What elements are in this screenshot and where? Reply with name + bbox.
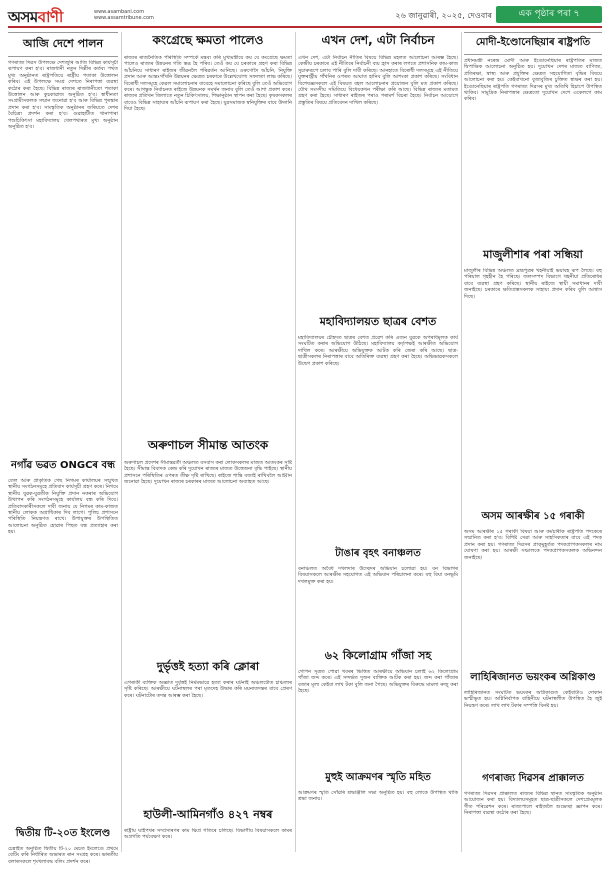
masthead-rule bbox=[8, 26, 602, 28]
article-body: লাহিৰিজানত সংঘটিত ভয়ংকৰ অগ্নিকাণ্ডত কেইবাটাও দোকান ভস্মীভূত হয়। অগ্নিনিৰ্বাপক বাহিনীয়ে ঘটনাস্থলীত উপস্থিত হৈ জুই নিয়ন্ত্ৰণ কৰে। লাখ লাখ টকাৰ সম্পত্তি বিনষ্ট হয়। bbox=[464, 690, 602, 709]
article-headline[interactable]: মাজুলীশাৰ পৰা সন্ধিয়া bbox=[483, 248, 583, 261]
article-body: ৰাজ্যৰ ৰাজনৈতিক পৰিস্থিতি সম্পৰ্কে মন্তব্য কৰি মুখ্যমন্ত্ৰীয়ে কয় যে কংগ্ৰেছে ক্ষমতা পালেও ৰাজ্যৰ উন্নয়নৰ গতি স্তব্ধ হৈ পৰিব। তেওঁ কয় যে চৰকাৰে গ্ৰহণ কৰা বিভিন্ন আঁচনিয়ে সাধাৰণ ৰাইজৰ জীৱনলৈ পৰিৱৰ্তন আনিছে। ওৰুণোদৈ আঁচনি, নিযুক্তি প্ৰদান আৰু আন্তঃগাঁথনি উন্নয়নৰ ক্ষেত্ৰত চৰকাৰে উল্লেখযোগ্য সফলতা লাভ কৰিছে। বিৰোধী দলসমূহে কেৱল সমালোচনাৰ বাবেহে সমালোচনা কৰিছে বুলি তেওঁ অভিযোগ কৰে। আগন্তুক নিৰ্বাচনত ৰাইজে উন্নয়নক সমৰ্থন জনাব বুলি তেওঁ আশা প্ৰকাশ কৰে। ৰাজ্যৰ প্ৰতিখন জিলাতে নতুন চিকিৎসালয়, শিক্ষানুষ্ঠান স্থাপন কৰা হৈছে। কৃষকসকলৰ বাবেও বিভিন্ন সাহায্যৰ আঁচনি ৰূপায়ণ কৰা হৈছে। যুৱসমাজক স্বনিযুক্তিৰ বাবে উদ্গনি দিয়া হৈছে। bbox=[124, 55, 292, 113]
article-headline[interactable]: এখন দেশ, এটা নিৰ্বাচন bbox=[321, 33, 435, 47]
article-body: চেন্নাইত অনুষ্ঠিত দ্বিতীয় টি-২০ মেচত ইংলেণ্ডে প্ৰথমে বেটিং কৰি নিৰ্ধাৰিত অভাৰত ৰান সংগ্ৰহ কৰে। ভাৰতীয় বলাৰসকলে শৃংখলাবদ্ধ বলিং প্ৰদৰ্শন কৰে। bbox=[8, 846, 118, 865]
masthead bbox=[8, 6, 602, 28]
site-link-1[interactable]: www.asambani.com bbox=[94, 9, 145, 15]
article-body: গণৰাজ্য দিৱসৰ প্ৰাক্কালত ৰাজ্যৰ বিভিন্ন স্থানত সাংস্কৃতিক অনুষ্ঠান আয়োজন কৰা হয়। বিদ্যালয়সমূহত ছাত্ৰ-ছাত্ৰীসকলে দেশপ্ৰেমমূলক গীত পৰিৱেশন কৰে। ৰাজ্যপালে ৰাইজলৈ শুভেচ্ছা জ্ঞাপন কৰে। নিৰাপত্তা ব্যৱস্থা কঠোৰ কৰা হৈছে। bbox=[464, 791, 602, 817]
article-headline[interactable]: ৬২ কিলোগ্ৰাম গাঁজা সহ bbox=[324, 649, 432, 662]
article-body: অসম আৰক্ষীৰ ১৫ গৰাকী বিষয়া আৰু কৰ্মচাৰীক ৰাষ্ট্ৰপতি পদকেৰে সন্মানিত কৰা হ'ব। বিশিষ্ট সেৱা আৰু সাহসিকতাৰ বাবে এই পদক প্ৰদান কৰা হয়। গণৰাজ্য দিৱসৰ প্ৰাক্‌মুহূৰ্তত পদকপ্ৰাপকসকলৰ নাম ঘোষণা কৰা হয়। আৰক্ষী সঞ্চালকে পদকপ্ৰাপকসকলক অভিনন্দন জনাইছে। bbox=[464, 529, 602, 561]
article bbox=[298, 32, 458, 305]
article-headline[interactable]: মুহুই আক্ৰমণৰ স্মৃতি মহিত bbox=[325, 772, 431, 783]
article bbox=[8, 32, 118, 450]
article bbox=[124, 658, 292, 800]
article bbox=[298, 546, 458, 641]
issue-date: ২৬ জানুৱাৰী, ২০২৫, দেওবাৰ bbox=[395, 11, 492, 20]
logo-suffix: বাণী bbox=[37, 8, 63, 26]
article bbox=[298, 313, 458, 540]
article bbox=[298, 647, 458, 764]
column-c bbox=[298, 32, 458, 835]
article-headline[interactable]: হাউলী-আমিনগাঁও ৪২৭ নম্বৰ bbox=[143, 808, 273, 821]
article-body: প্ৰধানমন্ত্ৰী নৰেন্দ্ৰ মোদী আৰু ইণ্ডোনেছিয়াৰ ৰাষ্ট্ৰপতিৰ মাজত দ্বিপাক্ষিক আলোচনা অনুষ্ঠিত হয়। দুয়োখন দেশৰ মাজত বাণিজ্য, প্ৰতিৰক্ষা, স্বাস্থ্য আৰু প্ৰযুক্তিৰ ক্ষেত্ৰত সহযোগিতা বৃদ্ধিৰ বিষয়ে আলোচনা কৰা হয়। কেইবাখনো বুজাবুজিৰ চুক্তিত স্বাক্ষৰ কৰা হয়। ইণ্ডোনেছিয়াৰ ৰাষ্ট্ৰপতি গণৰাজ্য দিৱসৰ মুখ্য অতিথি হিচাপে উপস্থিত থাকিব। সামুদ্ৰিক নিৰাপত্তাৰ ক্ষেত্ৰতো দুয়োখন দেশে একেলগে কাম কৰিব। bbox=[464, 58, 602, 103]
column-d bbox=[464, 32, 602, 871]
column-a bbox=[8, 32, 118, 876]
article bbox=[464, 32, 602, 238]
article bbox=[124, 32, 292, 427]
article-headline[interactable]: কংগ্ৰেছে ক্ষমতা পালেও bbox=[152, 33, 264, 47]
article-headline[interactable]: গণৰাজ্য দিৱসৰ প্ৰাক্কালত bbox=[482, 773, 584, 784]
article-headline[interactable]: মোদী-ইণ্ডোনেছিয়াৰ ৰাষ্ট্ৰপতি bbox=[464, 32, 602, 55]
article-headline[interactable]: দুৰ্ভৃত্তই হত্যা কৰি ক্লোৰা bbox=[156, 660, 260, 673]
article-headline[interactable]: টাঙাৰ বৃহৎ বনাঞ্চলত bbox=[335, 548, 421, 559]
article bbox=[464, 771, 602, 871]
article bbox=[464, 670, 602, 765]
article bbox=[464, 509, 602, 664]
site-link-2[interactable]: www.assamtribune.com bbox=[94, 15, 154, 21]
column-b bbox=[124, 32, 292, 868]
article-body: এখন দেশ, এটা নিৰ্বাচন নীতিৰ বিষয়ে বিভিন্ন মহলত আলোচনা আৰম্ভ হৈছে। কেন্দ্ৰীয় চৰকাৰে এই নীতিৰে নিৰ্বাচনী ব্যয় হ্ৰাস কৰাৰ লগতে প্ৰশাসনিক কাম-কাজ সুচাৰুৰূপে চলাব পাৰি বুলি দাবী কৰিছে। আনহাতে বিৰোধী দলসমূহে এই নীতিয়ে যুক্তৰাষ্ট্ৰীয় গাঁথনিৰ ওপৰত আঘাত হানিব বুলি আশংকা প্ৰকাশ কৰিছে। সংবিধান বিশেষজ্ঞসকলে এই বিষয়ত বহল আলোচনাৰ প্ৰয়োজন বুলি মত প্ৰকাশ কৰিছে। যৌথ সংসদীয় সমিতিয়ে বিধেয়কখন পৰীক্ষা কৰি আছে। বিভিন্ন ৰাজ্যৰ মতামত গ্ৰহণ কৰা হৈছে। সাধাৰণ ৰাইজৰ পৰাও পৰামৰ্শ বিচৰা হৈছে। নিৰ্বাচন আয়োগে প্ৰস্তুতিৰ বিষয়ে প্ৰতিবেদন দাখিল কৰিছে। bbox=[298, 55, 458, 106]
article-body: আক্ৰমণৰ স্মৃতি সোঁৱৰি শ্ৰদ্ধাঞ্জলি সভা অনুষ্ঠিত হয়। বহু লোকে উপস্থিত থাকি শ্ৰদ্ধা জনায়। bbox=[298, 790, 458, 803]
column-divider bbox=[121, 32, 122, 852]
article-headline[interactable]: মহাবিদ্যালয়ত ছাত্ৰৰ বেশত bbox=[319, 315, 437, 328]
article bbox=[124, 437, 292, 650]
article bbox=[8, 458, 118, 818]
column-divider bbox=[461, 32, 462, 852]
article-headline[interactable]: আজি দেশে পালন bbox=[8, 32, 118, 57]
article-body: অৰুণাচল প্ৰদেশৰ সীমান্তৱৰ্তী অঞ্চলত বসবাস কৰা লোকসকলৰ মাজত আতংকৰ সৃষ্টি হৈছে। সীমান্ত বিবাদক কেন্দ্ৰ কৰি দুয়োখন ৰাজ্যৰ মাজত উত্তেজনা বৃদ্ধি পাইছে। স্থানীয় প্ৰশাসনে পৰিস্থিতিৰ ওপৰত তীক্ষ্ণ দৃষ্টি ৰাখিছে। ৰাইজে শান্তি বজাই ৰাখিবলৈ আহ্বান জনোৱা হৈছে। দুয়োখন ৰাজ্যৰ চৰকাৰৰ মাজত আলোচনা অব্যাহত আছে। bbox=[124, 460, 292, 486]
site-links bbox=[94, 9, 154, 21]
logo-prefix: অসম bbox=[8, 8, 38, 26]
article-headline[interactable]: অৰুণাচল সীমান্ত আতংক bbox=[147, 438, 269, 452]
article bbox=[298, 770, 458, 835]
article-headline[interactable]: লাহিৰিজানত ভয়ংকৰ অগ্নিকাণ্ড bbox=[470, 672, 596, 683]
article-body: বনাঞ্চলত অবৈধ দখলদাৰ উচ্ছেদৰ অভিযান চলোৱা হয়। বন বিভাগৰ বিষয়াসকলে আৰক্ষীৰ সহযোগত এই অভিযান পৰিচালনা কৰে। বহু বিঘা বনভূমি দখলমুক্ত কৰা হয়। bbox=[298, 566, 458, 585]
column-divider bbox=[295, 32, 296, 852]
article bbox=[464, 246, 602, 503]
article-body: মাজুলীৰ বিভিন্ন অঞ্চলত ব্ৰহ্মপুত্ৰৰ খহনীয়াই ভয়াবহ ৰূপ লৈছে। বহু পৰিয়াল গৃহহীন হৈ পৰিছে। জলসম্পদ বিভাগে খহনীয়া প্ৰতিৰোধৰ বাবে ব্যৱস্থা গ্ৰহণ কৰিছে। স্থানীয় ৰাইজে স্থায়ী সমাধানৰ দাবী জনাইছে। চৰকাৰে ক্ষতিগ্ৰস্তসকলক সাহায্য প্ৰদান কৰিব বুলি আশ্বাস দিছে। bbox=[464, 268, 602, 300]
article bbox=[124, 806, 292, 868]
article bbox=[8, 826, 118, 876]
article-body: এগৰাকী ব্যক্তিক অজ্ঞাত দুৰ্বৃত্তই নিৰ্মমভাৱে হত্যা কৰাৰ ঘটনাই অঞ্চলটোত চাঞ্চল্যৰ সৃষ্টি কৰিছে। আৰক্ষীয়ে ঘটনাস্থলৰ পৰা মৃতদেহ উদ্ধাৰ কৰি ময়নাতদন্তৰ বাবে প্ৰেৰণ কৰে। ঘটনাটোৰ তদন্ত আৰম্ভ কৰা হৈছে। bbox=[124, 680, 292, 699]
article-headline[interactable]: অসম আৰক্ষীৰ ১৫ গৰাকী bbox=[481, 511, 585, 522]
article-body: ৰাষ্ট্ৰীয় ঘাইপথৰ সম্প্ৰসাৰণৰ কাম ক্ষিপ্ৰ গতিৰে চলিছে। বিভাগীয় বিষয়াসকলে কামৰ অগ্ৰগতি পৰ্যবেক্ষণ কৰে। bbox=[124, 828, 292, 841]
article-headline[interactable]: দ্বিতীয় টি-২০ত ইংলেণ্ড bbox=[15, 828, 111, 839]
article-body: তেল আৰু প্ৰাকৃতিক গেছ নিগমৰ কাৰ্যালয়ৰ সন্মুখত স্থানীয় সংগঠনসমূহে প্ৰতিবাদ কাৰ্যসূচী গ্ৰহণ কৰে। নিগমে স্থানীয় যুৱক-যুৱতীক নিযুক্তি প্ৰদান নকৰাৰ অভিযোগ উত্থাপন কৰি সংগঠনসমূহে কাৰ্যালয় বন্ধ কৰি দিয়ে। প্ৰতিবাদকাৰীসকলে দাবী জনায় যে নিগমৰ কাম-কাজত স্থানীয় লোকক অগ্ৰাধিকাৰ দিব লাগে। পুলিচ প্ৰশাসনে পৰিস্থিতি নিয়ন্ত্ৰণত ৰাখে। উপায়ুক্তৰ উপস্থিতিত আলোচনা অনুষ্ঠিত হোৱাৰ পিছত বন্ধ প্ৰত্যাহাৰ কৰা হয়। bbox=[8, 478, 118, 536]
article-body: গণৰাজ্য দিৱস উপলক্ষে দেশজুৰি আজি বিভিন্ন কাৰ্যসূচী ৰূপায়ণ কৰা হ'ব। ৰাজধানী নতুন দিল্লীৰ কৰ্তব্য পথত মুখ্য অনুষ্ঠানত ৰাষ্ট্ৰপতিয়ে ৰাষ্ট্ৰীয় পতাকা উত্তোলন কৰিব। এই উপলক্ষে সমগ্ৰ দেশতে নিৰাপত্তা ব্যৱস্থা কঠোৰ কৰা হৈছে। বিভিন্ন ৰাজ্যৰ ৰাজধানীতো পতাকা উত্তোলন আৰু কুচকাৱাজ অনুষ্ঠিত হ'ব। স্বাধীনতা সংগ্ৰামীসকলক সন্মান জনোৱা হ'ব আৰু বিভিন্ন পুৰস্কাৰ প্ৰদান কৰা হ'ব। সাংস্কৃতিক অনুষ্ঠানৰ জৰিয়তে দেশৰ বৈচিত্ৰ্য প্ৰদৰ্শন কৰা হ'ব। গুৱাহাটীত খানাপাৰা পশুচিকিৎসা মহাবিদ্যালয় খেলপথাৰত মুখ্য অনুষ্ঠান অনুষ্ঠিত হ'ব। bbox=[8, 60, 118, 131]
page-number-tag: এক পৃষ্ঠাৰ পৰা ৭ bbox=[496, 6, 602, 23]
article-body: মহাবিদ্যালয়ৰ চৌহদত ছাত্ৰৰ বেশত প্ৰৱেশ কৰি এজন যুৱকে অপৰাধমূলক কাৰ্য সংঘটিত কৰাৰ অভিযোগ উঠিছে। মহাবিদ্যালয় কৰ্তৃপক্ষই আৰক্ষীত অভিযোগ দাখিল কৰে। আৰক্ষীয়ে অভিযুক্তক আটক কৰি জেৰা কৰি আছে। ছাত্ৰ-ছাত্ৰীসকলৰ নিৰাপত্তাৰ বাবে অতিৰিক্ত ব্যৱস্থা গ্ৰহণ কৰা হৈছে। অভিভাৱকসকলে উদ্বেগ প্ৰকাশ কৰিছে। bbox=[298, 335, 458, 367]
article-body: গোপন সূত্ৰত পোৱা খবৰৰ ভিত্তিত আৰক্ষীয়ে অভিযান চলাই ৬২ কিলোগ্ৰাম গাঁজা জব্দ কৰে। এই সন্দৰ্ভত দুজন ব্যক্তিক আটক কৰা হয়। জব্দ কৰা গাঁজাৰ বজাৰ মূল্য কেইবা লাখ টকা বুলি জনা গৈছে। অভিযুক্তৰ বিৰুদ্ধে মামলা ৰুজু কৰা হৈছে। bbox=[298, 669, 458, 695]
article-headline[interactable]: নগাঁৱ ভৱত ONGCৰ বন্ধ bbox=[10, 460, 116, 471]
